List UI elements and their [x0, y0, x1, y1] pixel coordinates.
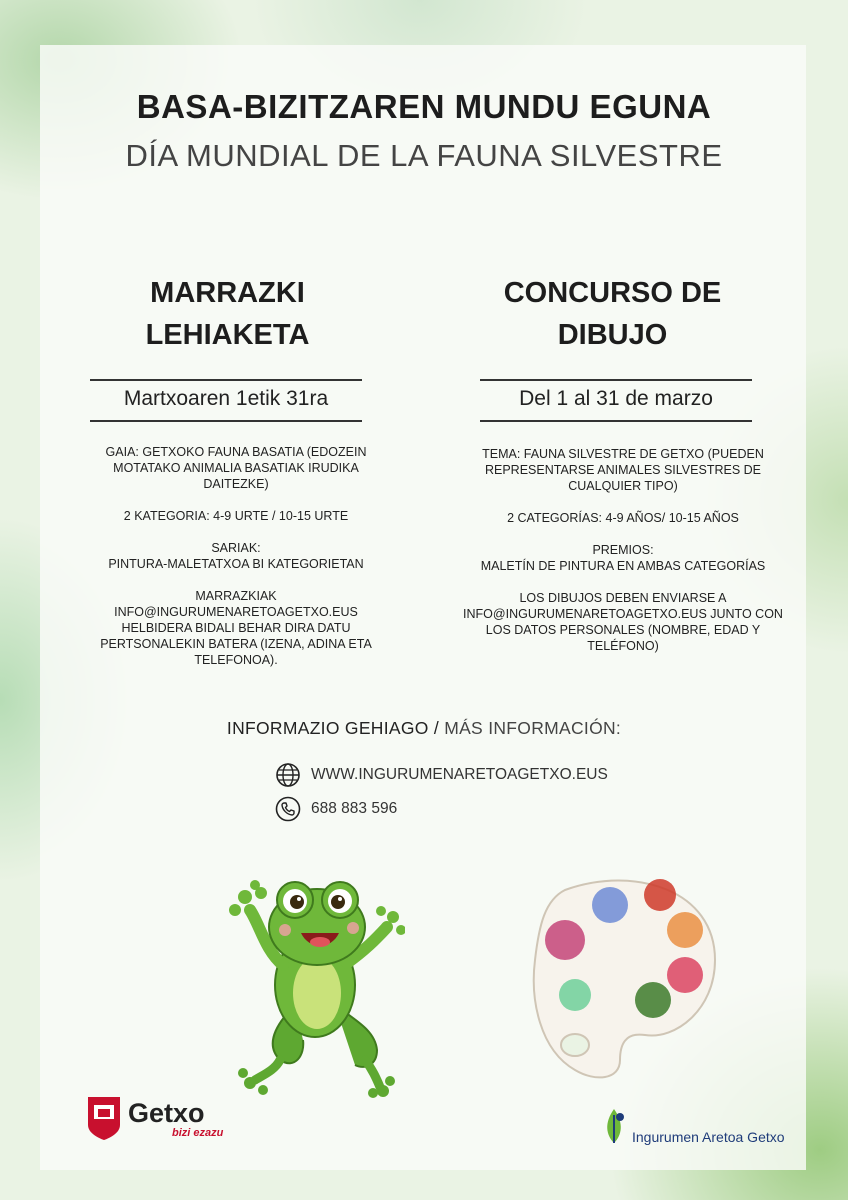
phone-icon [275, 796, 301, 822]
right-heading [470, 272, 755, 356]
left-categories: 2 KATEGORIA: 4-9 URTE / 10-15 URTE [123, 509, 349, 523]
right-categories: 2 CATEGORÍAS: 4-9 AÑOS/ 10-15 AÑOS [507, 511, 739, 525]
getxo-name: Getxo [128, 1097, 205, 1128]
more-info-es: MÁS INFORMACIÓN: [444, 718, 622, 738]
title-basque: BASA-BIZITZAREN MUNDU EGUNA [136, 88, 712, 125]
paint-palette-illustration [525, 870, 725, 1085]
left-rule-bottom [90, 420, 362, 422]
left-prizes-label: SARIAK: [211, 541, 261, 555]
right-theme: TEMA: FAUNA SILVESTRE DE GETXO (PUEDEN REPRESENTARSE ANIMALES SILVESTRES DE CUALQUIER TIPO) [482, 447, 764, 493]
left-heading-line1: MARRAZKI [150, 277, 305, 309]
left-heading-line2: LEHIAKETA [145, 319, 310, 351]
right-prizes-label: PREMIOS: [592, 543, 654, 557]
more-info-separator: / [428, 718, 445, 738]
website-row[interactable] [275, 762, 608, 788]
left-theme: GAIA: GETXOKO FAUNA BASATIA (EDOZEIN MOTATAKO ANIMALIA BASATIAK IRUDIKA DAITEZKE) [105, 445, 367, 491]
left-submit: MARRAZKIAK INFO@INGURUMENARETOAGETXO.EUS HELBIDERA BIDALI BEHAR DIRA DATU PERTSONALEKIN BATERA (IZENA, ADINA ETA TELEFONOA). [100, 589, 372, 667]
more-info-eu: INFORMAZIO GEHIAGO [226, 718, 429, 738]
left-prizes-text: PINTURA-MALETATXOA BI KATEGORIETAN [108, 557, 364, 571]
website-link[interactable]: WWW.INGURUMENARETOAGETXO.EUS [311, 766, 608, 783]
right-rule-bottom [480, 420, 752, 422]
frog-illustration [205, 855, 405, 1100]
title-spanish: DÍA MUNDIAL DE LA FAUNA SILVESTRE [125, 138, 723, 173]
globe-icon [275, 762, 301, 788]
left-rule-top [90, 379, 362, 381]
left-date: Martxoaren 1etik 31ra [123, 387, 329, 410]
aretoa-logo [600, 1105, 785, 1145]
phone-row[interactable] [275, 796, 397, 822]
aretoa-name: Ingurumen Aretoa Getxo [632, 1129, 785, 1145]
getxo-wordmark [128, 1098, 223, 1139]
left-prizes [86, 540, 386, 572]
right-submit: LOS DIBUJOS DEBEN ENVIARSE A INFO@INGURUMENARETOAGETXO.EUS JUNTO CON LOS DATOS PERSONALES (NOMBRE, EDAD Y TELÉFONO) [463, 591, 783, 653]
right-prizes-text: MALETÍN DE PINTURA EN AMBAS CATEGORÍAS [480, 559, 766, 573]
right-rule-top [480, 379, 752, 381]
left-details [86, 444, 386, 684]
right-prizes [458, 542, 788, 574]
more-info-heading [0, 718, 848, 739]
getxo-tagline: bizi ezazu [172, 1126, 224, 1139]
right-details [458, 446, 788, 670]
left-heading [90, 272, 365, 356]
right-heading-line1: CONCURSO DE [503, 277, 722, 309]
right-date: Del 1 al 31 de marzo [519, 387, 713, 410]
bird-leaf-icon [600, 1105, 628, 1145]
phone-number[interactable]: 688 883 596 [311, 800, 398, 817]
getxo-logo [86, 1095, 223, 1141]
right-heading-line2: DIBUJO [557, 319, 668, 351]
getxo-shield-icon [86, 1095, 122, 1141]
